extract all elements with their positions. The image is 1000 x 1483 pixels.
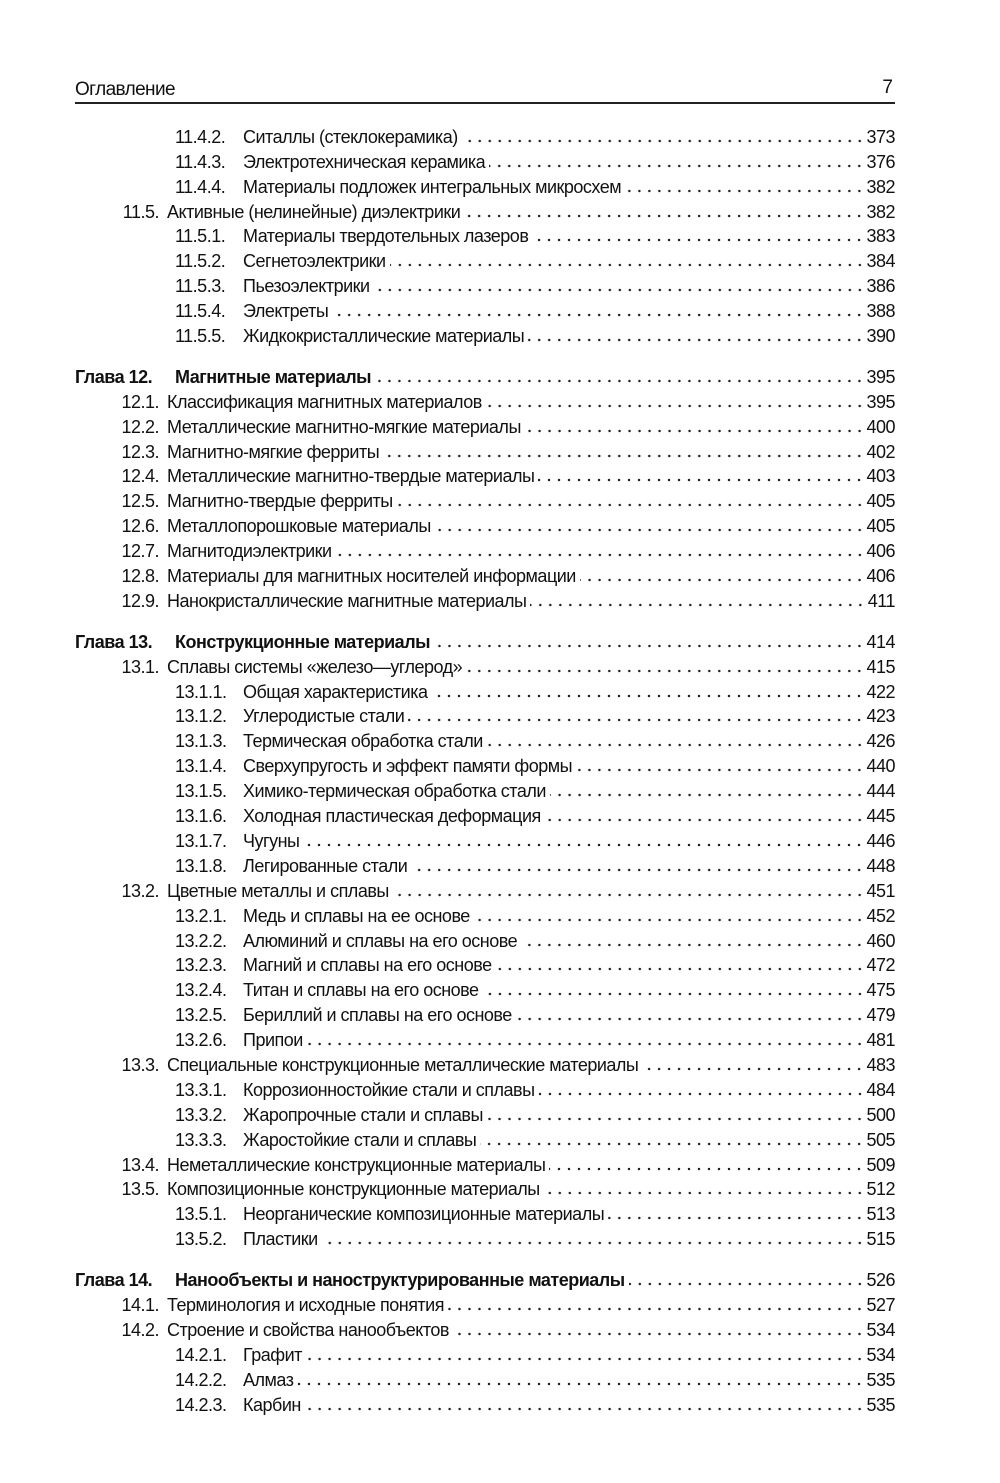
entry-page: 515	[866, 1229, 895, 1250]
dot-leader	[486, 403, 865, 409]
entry-number: 13.3.	[121, 1054, 159, 1075]
toc-entry	[75, 123, 895, 148]
dot-leader	[411, 867, 864, 873]
toc-entry	[75, 653, 895, 678]
entry-title: Углеродистые стали	[243, 706, 405, 727]
entry-number: 13.2.5.	[175, 1005, 227, 1026]
dot-leader	[305, 1406, 865, 1412]
toc-entry	[75, 322, 895, 347]
entry-title: Алюминий и сплавы на его основе	[243, 930, 518, 951]
toc-entry	[75, 272, 895, 297]
entry-title: Цветные металлы и сплавы	[167, 880, 389, 901]
entry-number: 11.4.4.	[175, 176, 226, 197]
entry-number: 12.2.	[121, 416, 159, 437]
entry-title: Неметаллические конструкционные материалы	[167, 1154, 546, 1175]
dot-leader	[336, 552, 865, 558]
entry-title: Композиционные конструкционные материалы	[167, 1179, 540, 1200]
toc-entry	[75, 827, 895, 852]
dot-leader	[383, 453, 864, 459]
entry-title: Термическая обработка стали	[243, 731, 483, 752]
entry-page: 400	[866, 416, 895, 437]
toc-entry	[75, 852, 895, 877]
entry-number: 14.2.	[121, 1319, 159, 1340]
entry-page: 484	[866, 1079, 895, 1100]
toc-entry	[75, 703, 895, 728]
entry-number: 12.8.	[121, 566, 159, 587]
entry-page: 452	[866, 905, 895, 926]
entry-number: 13.1.1.	[175, 681, 227, 702]
entry-page: 415	[866, 656, 895, 677]
running-header	[75, 76, 895, 104]
entry-number: 13.1.7.	[175, 830, 227, 851]
entry-title: Пластики	[243, 1229, 318, 1250]
entry-page: 451	[866, 880, 895, 901]
entry-page: 526	[866, 1270, 895, 1291]
entry-page: 382	[866, 201, 895, 222]
dot-leader	[629, 1281, 865, 1287]
entry-number: 13.5.1.	[175, 1204, 227, 1225]
entry-title: Магнитно-твердые ферриты	[167, 491, 393, 512]
entry-title: Металлические магнитно-мягкие материалы	[167, 416, 521, 437]
entry-title: Магнитные материалы	[175, 366, 372, 387]
toc-chapter-entry	[75, 363, 895, 388]
entry-page: 534	[866, 1344, 895, 1365]
entry-title: Магнитодиэлектрики	[167, 541, 332, 562]
toc-entry	[75, 877, 895, 902]
dot-leader	[544, 1190, 865, 1196]
entry-page: 444	[866, 781, 895, 802]
toc-entry	[75, 1076, 895, 1101]
toc-entry	[75, 1225, 895, 1250]
entry-title: Материалы подложек интегральных микросхем	[243, 176, 622, 197]
entry-page: 376	[866, 151, 895, 172]
dot-leader	[322, 1240, 865, 1246]
toc-entry	[75, 463, 895, 488]
entry-title: Конструкционные материалы	[175, 631, 431, 652]
dot-leader	[489, 163, 864, 169]
dot-leader	[487, 742, 865, 748]
entry-page: 395	[866, 391, 895, 412]
dot-leader	[532, 237, 864, 243]
entry-title: Легированные стали	[243, 855, 408, 876]
toc-entry	[75, 976, 895, 1001]
toc-entry	[75, 148, 895, 173]
entry-number: 12.1.	[121, 391, 159, 412]
entry-title: Материалы твердотельных лазеров	[243, 226, 529, 247]
dot-leader	[474, 917, 865, 923]
dot-leader	[462, 138, 865, 144]
entry-number: 13.5.	[121, 1179, 159, 1200]
toc-entry	[75, 297, 895, 322]
entry-number: 11.5.4.	[175, 301, 226, 322]
entry-number: 13.2.	[121, 880, 159, 901]
entry-page: 411	[867, 590, 895, 611]
dot-leader	[393, 892, 865, 898]
entry-number: 13.1.	[121, 656, 159, 677]
entry-page: 383	[866, 226, 895, 247]
toc-entry	[75, 1001, 895, 1026]
entry-number: 13.1.3.	[175, 731, 227, 752]
entry-page: 445	[866, 806, 895, 827]
toc-entry	[75, 487, 895, 512]
entry-title: Электротехническая керамика	[243, 151, 486, 172]
entry-number: 12.7.	[121, 541, 159, 562]
toc-entry	[75, 1291, 895, 1316]
dot-leader	[390, 262, 865, 268]
dot-leader	[307, 1041, 865, 1047]
toc-chapter-entry	[75, 628, 895, 653]
toc-entry	[75, 562, 895, 587]
toc-entry	[75, 678, 895, 703]
toc-entry	[75, 1366, 895, 1391]
entry-number: Глава 13.	[75, 631, 153, 652]
dot-leader	[434, 643, 864, 649]
entry-title: Магнитно-мягкие ферриты	[167, 441, 380, 462]
entry-page: 386	[866, 276, 895, 297]
entry-title: Сверхупругость и эффект памяти формы	[243, 756, 573, 777]
entry-page: 513	[866, 1204, 895, 1225]
entry-page: 405	[866, 491, 895, 512]
entry-page: 406	[866, 541, 895, 562]
entry-page: 440	[866, 756, 895, 777]
entry-title: Коррозионностойкие стали и сплавы	[243, 1079, 535, 1100]
entry-page: 426	[866, 731, 895, 752]
toc-entry	[75, 537, 895, 562]
entry-number: 13.2.4.	[175, 980, 227, 1001]
entry-page: 505	[866, 1129, 895, 1150]
toc-entry	[75, 1101, 895, 1126]
entry-number: 12.6.	[121, 516, 159, 537]
entry-title: Холодная пластическая деформация	[243, 806, 541, 827]
entry-title: Графит	[243, 1344, 302, 1365]
entry-number: 12.9.	[121, 590, 159, 611]
entry-title: Сплавы системы «железо—углерод»	[167, 656, 463, 677]
entry-page: 406	[866, 566, 895, 587]
entry-title: Металлические магнитно-твердые материалы	[167, 466, 535, 487]
dot-leader	[435, 527, 865, 533]
entry-number: 13.2.2.	[175, 930, 227, 951]
entry-title: Сегнетоэлектрики	[243, 251, 386, 272]
dot-leader	[487, 1116, 865, 1122]
entry-number: 13.1.4.	[175, 756, 227, 777]
entry-page: 388	[866, 301, 895, 322]
entry-number: 12.5.	[121, 491, 159, 512]
toc-entry	[75, 727, 895, 752]
dot-leader	[374, 287, 865, 293]
entry-number: 13.3.1.	[175, 1079, 227, 1100]
table-of-contents	[75, 123, 895, 1416]
entry-page: 384	[866, 251, 895, 272]
dot-leader	[448, 1306, 864, 1312]
entry-title: Строение и свойства нанообъектов	[167, 1319, 449, 1340]
dot-leader	[530, 602, 865, 608]
dot-leader	[549, 1166, 864, 1172]
toc-entry	[75, 1176, 895, 1201]
entry-title: Жидкокристаллические материалы	[243, 326, 525, 347]
dot-leader	[408, 717, 864, 723]
entry-page: 535	[866, 1369, 895, 1390]
entry-title: Жаростойкие стали и сплавы	[243, 1129, 477, 1150]
toc-entry	[75, 777, 895, 802]
dot-leader	[375, 378, 864, 384]
entry-title: Электреты	[243, 301, 329, 322]
entry-title: Жаропрочные стали и сплавы	[243, 1104, 483, 1125]
entry-title: Бериллий и сплавы на его основе	[243, 1005, 512, 1026]
entry-page: 527	[866, 1294, 895, 1315]
entry-title: Неорганические композиционные материалы	[243, 1204, 605, 1225]
entry-title: Нанокристаллические магнитные материалы	[167, 590, 527, 611]
dot-leader	[525, 428, 865, 434]
dot-leader	[464, 213, 864, 219]
toc-entry	[75, 1391, 895, 1416]
entry-title: Магний и сплавы на его основе	[243, 955, 492, 976]
entry-title: Нанообъекты и наноструктурированные материалы	[175, 1270, 625, 1291]
entry-page: 472	[866, 955, 895, 976]
entry-title: Материалы для магнитных носителей информации	[167, 566, 576, 587]
entry-page: 422	[866, 681, 895, 702]
entry-number: 11.4.3.	[175, 151, 226, 172]
dot-leader	[539, 1091, 865, 1097]
entry-title: Пьезоэлектрики	[243, 276, 370, 297]
entry-page: 500	[866, 1104, 895, 1125]
dot-leader	[431, 693, 864, 699]
entry-page: 448	[866, 855, 895, 876]
toc-entry	[75, 587, 895, 612]
dot-leader	[480, 1141, 864, 1147]
toc-entry	[75, 927, 895, 952]
entry-number: 11.4.2.	[175, 126, 226, 147]
entry-title: Алмаз	[243, 1369, 294, 1390]
entry-page: 460	[866, 930, 895, 951]
dot-leader	[576, 767, 864, 773]
entry-number: 11.5.3.	[175, 276, 226, 297]
entry-page: 479	[866, 1005, 895, 1026]
toc-entry	[75, 413, 895, 438]
entry-number: 13.2.6.	[175, 1030, 227, 1051]
entry-page: 446	[866, 830, 895, 851]
toc-chapter-entry	[75, 1266, 895, 1291]
entry-page: 414	[866, 631, 895, 652]
entry-page: 403	[866, 466, 895, 487]
toc-entry	[75, 752, 895, 777]
entry-number: 13.4.	[121, 1154, 159, 1175]
entry-number: 13.3.2.	[175, 1104, 227, 1125]
entry-number: 11.5.2.	[175, 251, 226, 272]
entry-title: Ситаллы (стеклокерамика)	[243, 126, 458, 147]
toc-entry	[75, 902, 895, 927]
entry-number: 14.1.	[121, 1294, 159, 1315]
entry-page: 405	[866, 516, 895, 537]
entry-page: 395	[866, 366, 895, 387]
entry-title: Медь и сплавы на ее основе	[243, 905, 470, 926]
entry-number: 13.1.8.	[175, 855, 227, 876]
dot-leader	[580, 577, 865, 583]
toc-entry	[75, 223, 895, 248]
toc-entry	[75, 1316, 895, 1341]
entry-page: 512	[866, 1179, 895, 1200]
toc-entry	[75, 802, 895, 827]
toc-entry	[75, 1200, 895, 1225]
dot-leader	[521, 942, 864, 948]
dot-leader	[306, 1356, 865, 1362]
dot-leader	[332, 312, 864, 318]
dot-leader	[625, 188, 864, 194]
dot-leader	[608, 1215, 864, 1221]
entry-title: Классификация магнитных материалов	[167, 391, 482, 412]
entry-number: 11.5.5.	[175, 326, 226, 347]
dot-leader	[453, 1331, 864, 1337]
entry-number: 13.3.3.	[175, 1129, 227, 1150]
entry-title: Терминология и исходные понятия	[167, 1294, 444, 1315]
entry-page: 373	[866, 126, 895, 147]
dot-leader	[538, 477, 864, 483]
toc-entry	[75, 1341, 895, 1366]
entry-number: 13.2.1.	[175, 905, 227, 926]
entry-page: 509	[866, 1154, 895, 1175]
entry-page: 382	[866, 176, 895, 197]
toc-entry	[75, 198, 895, 223]
entry-number: 14.2.3.	[175, 1394, 227, 1415]
dot-leader	[466, 668, 864, 674]
toc-entry	[75, 388, 895, 413]
entry-title: Припои	[243, 1030, 303, 1051]
dot-leader	[550, 792, 865, 798]
dot-leader	[528, 337, 864, 343]
dot-leader	[483, 991, 865, 997]
entry-number: 11.5.	[122, 201, 159, 222]
entry-title: Общая характеристика	[243, 681, 428, 702]
entry-page: 534	[866, 1319, 895, 1340]
entry-page: 535	[866, 1394, 895, 1415]
dot-leader	[297, 1381, 864, 1387]
entry-title: Химико-термическая обработка стали	[243, 781, 546, 802]
dot-leader	[303, 842, 864, 848]
entry-page: 390	[866, 326, 895, 347]
entry-page: 475	[866, 980, 895, 1001]
entry-page: 402	[866, 441, 895, 462]
entry-page: 423	[866, 706, 895, 727]
toc-entry	[75, 438, 895, 463]
toc-entry	[75, 173, 895, 198]
running-header-title: Оглавление	[75, 79, 175, 100]
entry-title: Активные (нелинейные) диэлектрики	[167, 201, 461, 222]
entry-title: Чугуны	[243, 830, 300, 851]
dot-leader	[516, 1016, 865, 1022]
entry-number: 13.5.2.	[175, 1229, 227, 1250]
entry-title: Титан и сплавы на его основе	[243, 980, 479, 1001]
entry-number: 13.1.5.	[175, 781, 227, 802]
dot-leader	[496, 966, 865, 972]
dot-leader	[545, 817, 865, 823]
entry-title: Карбин	[243, 1394, 301, 1415]
entry-number: 13.2.3.	[175, 955, 227, 976]
entry-number: Глава 14.	[75, 1270, 153, 1291]
entry-number: 14.2.2.	[175, 1369, 227, 1390]
toc-entry	[75, 1026, 895, 1051]
entry-number: 12.3.	[121, 441, 159, 462]
toc-entry	[75, 512, 895, 537]
entry-number: Глава 12.	[75, 366, 153, 387]
toc-entry	[75, 952, 895, 977]
page-number: 7	[882, 77, 893, 98]
entry-page: 483	[866, 1054, 895, 1075]
toc-entry	[75, 1151, 895, 1176]
entry-number: 11.5.1.	[175, 226, 226, 247]
entry-number: 13.1.6.	[175, 806, 227, 827]
entry-title: Специальные конструкционные металлические материалы	[167, 1054, 639, 1075]
entry-number: 12.4.	[121, 466, 159, 487]
dot-leader	[397, 502, 865, 508]
toc-entry	[75, 1051, 895, 1076]
entry-title: Металлопорошковые материалы	[167, 516, 431, 537]
toc-entry	[75, 1126, 895, 1151]
toc-entry	[75, 247, 895, 272]
entry-page: 481	[866, 1030, 895, 1051]
entry-number: 13.1.2.	[175, 706, 227, 727]
dot-leader	[642, 1066, 864, 1072]
entry-number: 14.2.1.	[175, 1344, 227, 1365]
